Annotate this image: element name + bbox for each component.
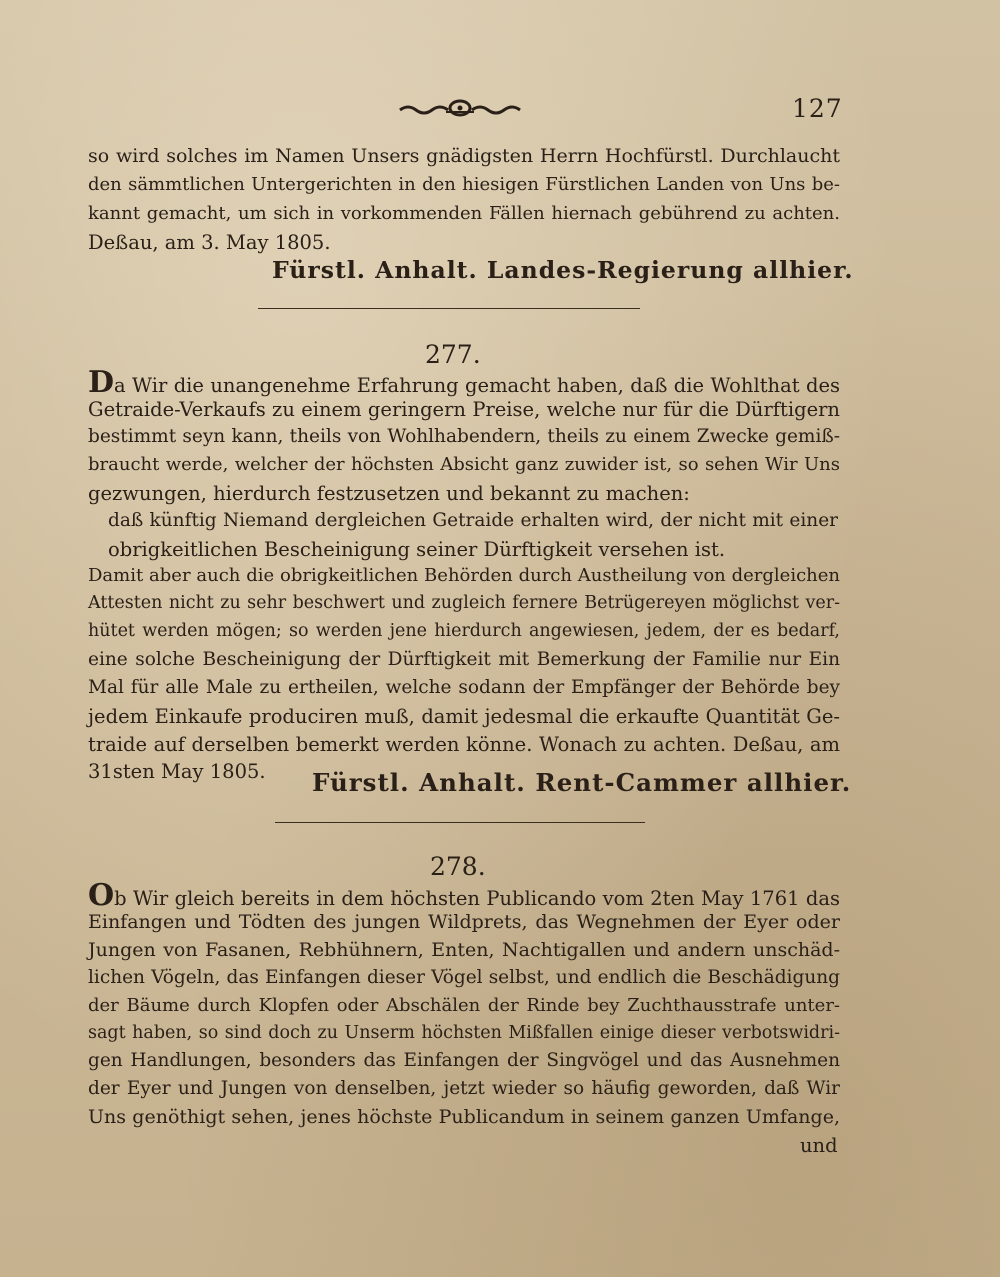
- section-277-indented-line-2: obrigkeitlichen Bescheinigung seiner Dürftigkeit versehen ist.: [108, 538, 726, 561]
- section-277-line-10: Mal für alle Male zu ertheilen, welche sodann der Empfänger der Behörde bey: [88, 677, 840, 698]
- section-277-line-13: 31sten May 1805.: [88, 760, 266, 783]
- section-278-line-4: lichen Vögeln, das Einfangen dieser Vögel selbst, und endlich die Beschädigung: [88, 967, 840, 988]
- header-ornament: [398, 98, 522, 118]
- separator-rule-2: [275, 822, 645, 823]
- section-277-line-9: eine solche Bescheinigung der Dürftigkeit mit Bemerkung der Familie nur Ein: [88, 649, 840, 670]
- section-277-line-2: Getraide-Verkaufs zu einem geringern Preise, welche nur für die Dürftigern: [88, 398, 840, 421]
- top-paragraph-line-2: den sämmtlichen Untergerichten in den hiesigen Fürstlichen Landen von Uns be-: [88, 174, 840, 195]
- section-278-line-2: Einfangen und Tödten des jungen Wildprets, das Wegnehmen der Eyer oder: [88, 911, 840, 933]
- top-paragraph-line-3: kannt gemacht, um sich in vorkommenden Fällen hiernach gebührend zu achten.: [88, 203, 840, 224]
- section-278-line-9: Uns genöthigt sehen, jenes höchste Publicandum in seinem ganzen Umfange,: [88, 1106, 840, 1128]
- top-paragraph-line-4: Deßau, am 3. May 1805.: [88, 231, 331, 254]
- section-278-line-6: sagt haben, so sind doch zu Unserm höchsten Mißfallen einige dieser verbotswidri-: [88, 1023, 840, 1043]
- section-277-line-1: [88, 365, 840, 400]
- section-278-line-8: der Eyer und Jungen von denselben, jetzt wieder so häufig geworden, daß Wir: [88, 1078, 840, 1099]
- signature-landes-regierung: Fürstl. Anhalt. Landes-Regierung allhier.: [272, 256, 854, 284]
- section-278-line-3: Jungen von Fasanen, Rebhühnern, Enten, Nachtigallen und andern unschäd-: [88, 939, 840, 961]
- section-277-line-4: braucht werde, welcher der höchsten Absicht ganz zuwider ist, so sehen Wir Uns: [88, 454, 840, 475]
- section-277-first-line: a Wir die unangenehme Erfahrung gemacht haben, daß die Wohlthat des: [114, 374, 840, 397]
- section-277-number: 277.: [425, 340, 481, 369]
- signature-rent-cammer: Fürstl. Anhalt. Rent-Cammer allhier.: [312, 768, 852, 797]
- catchword: und: [800, 1134, 838, 1157]
- page-number: 127: [792, 94, 843, 123]
- section-278-dropcap: O: [88, 878, 115, 913]
- section-277-line-5: gezwungen, hierdurch festzusetzen und bekannt zu machen:: [88, 482, 690, 505]
- section-277-line-11: jedem Einkaufe produciren muß, damit jedesmal die erkaufte Quantität Ge-: [88, 705, 840, 728]
- section-277-indented-line-1: daß künftig Niemand dergleichen Getraide erhalten wird, der nicht mit einer: [108, 510, 838, 531]
- section-277-dropcap: D: [88, 365, 115, 400]
- section-277-line-12: traide auf derselben bemerkt werden könne. Wonach zu achten. Deßau, am: [88, 733, 840, 756]
- separator-rule-1: [258, 308, 640, 309]
- top-paragraph-line-1: so wird solches im Namen Unsers gnädigsten Herrn Hochfürstl. Durchlaucht: [88, 145, 840, 167]
- section-277-line-6: Damit aber auch die obrigkeitlichen Behörden durch Austheilung von dergleichen: [88, 565, 840, 586]
- section-278-first-line: b Wir gleich bereits in dem höchsten Publicando vom 2ten May 1761 das: [114, 887, 840, 910]
- section-277-line-3: bestimmt seyn kann, theils von Wohlhabendern, theils zu einem Zwecke gemiß-: [88, 426, 840, 447]
- section-278-line-1: [88, 878, 840, 913]
- section-278-line-5: der Bäume durch Klopfen oder Abschälen der Rinde bey Zuchthausstrafe unter-: [88, 995, 840, 1016]
- section-277-line-8: hütet werden mögen; so werden jene hierdurch angewiesen, jedem, der es bedarf,: [88, 621, 840, 641]
- section-277-line-7: Attesten nicht zu sehr beschwert und zugleich fernere Betrügereyen möglichst ver-: [88, 593, 840, 613]
- section-278-number: 278.: [430, 852, 486, 881]
- section-278-line-7: gen Handlungen, besonders das Einfangen der Singvögel und das Ausnehmen: [88, 1050, 840, 1071]
